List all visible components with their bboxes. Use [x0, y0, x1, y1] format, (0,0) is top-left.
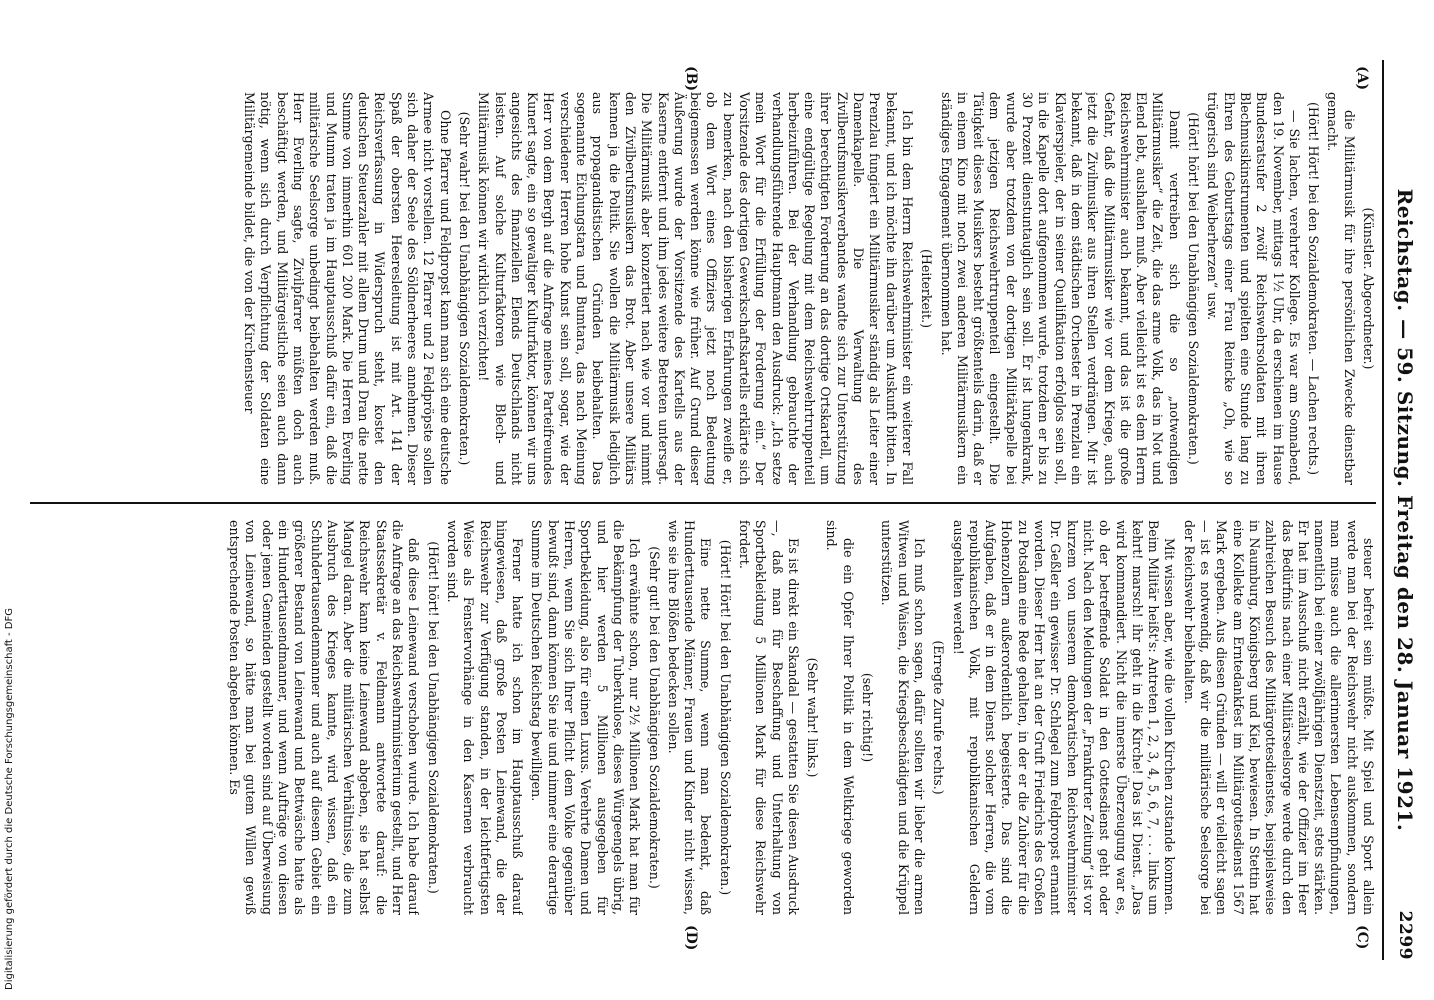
- paragraph: daß diese Leinewand verschoben wurde. Ich habe darauf die Anfrage an das Reichswehrministerium gestellt, und Herr Staatssekretär v. Feldmann antwortete darauf: die Reichswehr kann keine Leinewand abgeben, sie hat selbst Mangel daran. Aber die militärischen Verhältnisse, die zum Ausbruch des Krieges kannte, wird wissen, daß ein Schuhdertausendenmanner und auch auf diesem Gebiet ein größerer Bestand von Leinewand und Bettwäsche hatte als ein Hunderttausendmanner, und wenn Aufträge von diesen oder jenen Gemeinden gestellt worden sind auf Überweisung von Leinewand, so hätte man bei gutem Willen gewiß entsprechende Posten abgeben können. Es: [227, 520, 422, 915]
- paragraph: (sehr richtig!): [860, 672, 876, 763]
- paragraph: steuer befreit sein müßte. Mit Spiel und Sport allein werde man bei der Reichswehr nicht auskommen, sondern man müsse auch die allerinnersten Lebensempfindungen, namentlich bei einer zwölfjährigen Dienstzeit, stets stärken. Er hat im Ausschuß nicht erzählt, wie der Offizier im Heer das Bedürfnis nach einer Militärseelsorge werde durch den zahlreichen Besuch des Militärgottesdienstes, beispielsweise in Naumburg, Königsberg und Kiel, bewiesen. In Stettin hat eine Kollekte am Erntedankfest im Militärgottesdienst 1567 Mark ergeben. Aus diesen Gründen — will er vielleicht sagen — ist es notwendig, daß wir die militärische Seelsorge bei der Reichswehr beibehalten.: [1181, 520, 1376, 915]
- paragraph: Ferner hatte ich schon im Hauptausschuß darauf hingewiesen, daß große Posten Leinewand, die der Reichswehr zur Verfügung standen, in der leichtfertigsten Weise als Fenstervorhänge in den Kasernen verbraucht worden sind.: [444, 520, 526, 915]
- header-title: Reichstag. — 59. Sitzung. Freitag den 28. Januar 1921.: [1393, 188, 1417, 832]
- credit-strip: [0, 0, 22, 1000]
- paragraph: Ich bin dem Herrn Reichswehrminister ein weiterer Fall bekannt, und ich möchte ihn darüber um Auskunft bitten. In Prenzlau fungiert ein Militärmusiker ständig als Leiter einer Damenkapelle. Die Verwaltung des Zivilberufsmusikerverbandes wandte sich zur Unterstützung ihrer berechtigten Forderung an das dortige Ortskartell, um eine endgültige Regelung mit dem Reichswehrtruppenteil herbeizuführen. Bei der Verhandlung gebrauchte der verhandlungsführende Hauptmann den Ausdruck: „Ich setze mein Wort für die Erfüllung der Forderung ein.“ Der Vorsitzende des dortigen Gewerkschaftskartells erklärte sich zu bemerken, nach den bisherigen Erfahrungen zweifle er, ob dem Wort eines Offiziers jetzt noch Bedeutung beigemessen werden könne wie früher. Auf Grund dieser Äußerung wurde der Vorsitzende des Kartells aus der Kaserne entfernt und ihm jedes weitere Betreten untersagt. Die Militärmusik aber konzertiert nach wie vor und nimmt den Zivilberufsmusikern das Brot. Aber unsere Militärs kennen ja die Politik. Sie wollen die Militärmusik lediglich aus propagandistischen Gründen beibehalten. Das sogenannte Eichungstara und Bumtara, das nach Meinung verschiedener Herren hohe Kunst sein soll, sogar, wie der Herr von dem Bergh auf die Anfrage meines Parteifreundes Kunert sagte, ein so gewaltiger Kulturfaktor, können wir uns angesichts des finanziellen Elends Deutschlands nicht leisten. Auf solche Kulturfaktoren wie Blech- und Militärmusik können wir wirklich verzichten!: [476, 92, 915, 485]
- paragraph: (Hört! Hört! bei den Sozialdemokraten. — Lachen rechts.): [1306, 101, 1322, 476]
- header-page-number-right: 2299: [1395, 910, 1415, 960]
- credit-text: Digitalisierung gefördert durch die Deutsche Forschungsgemeinschaft - DFG: [4, 607, 15, 990]
- paragraph: Es ist direkt ein Skandal — gestatten Sie diesen Ausdruck —, daß man für Beschaffung und Unterhaltung von Sportbekleidung 5 Millionen Mark für diese Reichswehr fordert.: [737, 520, 801, 915]
- margin-marker-d: (D): [683, 925, 699, 951]
- margin-marker-b: (B): [683, 66, 699, 92]
- paragraph: (Sehr wahr! bei den Unabhängigen Sozialdemokraten.): [456, 111, 472, 466]
- left-text-column: [30, 92, 1376, 485]
- paragraph: Damit vertreiben sich die so „notwendigen Militärmusiker“ die Zeit, die das arme Volk, das in Not und Elend lebt, aushalten muß. Aber vielleicht ist es dem Herrn Reichswehrminister auch bekannt, und das ist die große Gefahr, daß die Militärmusiker wie vor dem Kriege, auch jetzt die Zivilmusiker aus ihren Stellen verdrängen. Mir ist bekannt, daß in dem städtischen Orchester in Prenzlau ein Klavierspieler, der in seiner Qualifikation erfolglos sein soll, in die Kapelle dort aufgenommen wurde, trotzdem er bis zu 30 Prozent dienstuntauglich sein soll. Er ist lungenkrank, wurde aber trotzdem von der dortigen Militärkapelle bei dem jetzigen Reichswehrtruppenteil eingestellt. Die Tätigkeit dieses Musikers besteht größtenteils darin, daß er in einem Kino mit noch zwei anderen Militärmusikern ein ständiges Engagement übernommen hat.: [938, 92, 1182, 485]
- margin-marker-c: (C): [1354, 925, 1370, 950]
- paragraph: (Künstler. Abgeordneter.): [1361, 207, 1376, 370]
- paragraph: Mit wissen aber, wie die vollen Kirchen zustande kommen. Beim Militär heißt's: Antreten 1, 2, 3, 4, 5, 6, 7, . . . links um kehrt! marsch! ihr geht in die Kirche! Das ist Dienst. „Das wird kommandiert. Nicht die innerste Überzeugung war es, ob der betreffende Soldat in den Gottesdienst geht oder nicht. Nach den Meldungen der „Frankfurter Zeitung“ ist vor kurzem von unserem demokratischen Reichswehrminister Dr. Geßler ein gewisser Dr. Schlegel zum Feldpropst ernannt worden. Dieser Herr hat an der Gruft Friedrichs des Großen zu Potsdam eine Rede gehalten, in der er die Zuhörer für die Hohenzollern außerordentlich begeisterte. Das sind die Aufgaben, daß er in dem Dienst solcher Herren, die vom republikanischen Volk, mit republikanischen Geldern ausgehalten werden!: [950, 520, 1178, 915]
- paragraph: (Hört! Hört! bei den Unabhängigen Sozialdemokraten.): [717, 539, 733, 896]
- page-header: [1386, 60, 1424, 960]
- paragraph: Ohne Pfarrer und Feldpropst kann man sich eine deutsche Armee nicht vorstellen. 12 Pfarrer und 2 Feldpröpste sollen sich daher der Seele des Söldnerheeres annehmen. Dieser Spaß der obersten Heeresleitung ist mit Art. 141 der Reichsverfassung in Widerspruch steht, kostet den deutschen Steuerzahler mit allem Drum und Dran die nette Summe von immerhin 601 200 Mark. Die Herren Everling und Mumm traten ja im Hauptausschuß dafür ein, daß die militärische Seelsorge unbedingt beibehalten werden muß. Herr Everling sagte, Zivilpfarrer müßten doch auch beschäftigt werden, und Militärgeistliche seien auch dann nötig, wenn sich durch Verpflichtung der Soldaten eine Militärgemeinde bildet, die von der Kirchensteuer: [242, 92, 453, 485]
- paragraph: (Hört! hört! bei den Unabhängigen Sozialdemokraten.): [425, 541, 441, 894]
- column-divider: [30, 502, 1376, 504]
- paragraph: Ich muß schon sagen, dafür sollten wir lieber die armen Witwen und Waisen, die Kriegsbeschädigten und die Krüppel unterstützen.: [879, 520, 927, 915]
- margin-marker-a: (A): [1354, 66, 1370, 91]
- header-rule: [1382, 60, 1384, 960]
- paragraph: Ich erwähnte schon, nur 2½ Millionen Mark hat man für die Bekämpfung der Tuberkulose, dieses Würgeengels übrig, und hier werden 5 Millionen ausgegeben für Sportbekleidung, also für einen Luxus. Verehrte Damen und Herren, wenn Sie sich Ihrer Pflicht dem Volke gegenüber bewußt sind, dann können Sie nie und nimmer eine derartige Summe im Deutschen Reichstag bewilligen.: [529, 520, 643, 915]
- paragraph: (Heiterkeit.): [919, 249, 935, 328]
- right-text-column: [30, 520, 1376, 915]
- paragraph: die ein Opfer Ihrer Politik in dem Weltkriege geworden sind.: [824, 520, 856, 915]
- paragraph: die Militärmusik für ihre persönlichen Zwecke dienstbar gemacht.: [1325, 92, 1357, 485]
- paragraph: (Sehr gut! bei den Unabhängigen Sozialdemokraten.): [646, 546, 662, 889]
- paragraph: — Sie lachen, verehrter Kollege. Es war am Sonnabend, den 19. November, mittags 1½ Uhr, da erschienen im Hause Bundesratsufer 2 zwölf Reichswehrsoldaten mit ihren Blechmusikinstrumenten und spielten eine Stunde lang zu Ehren des Geburtstags einer Frau Reincke „Oh, wie so trügerisch sind Weiberherzen“ usw.: [1205, 92, 1302, 485]
- paragraph: (Hört! hört! bei den Unabhängigen Sozialdemokraten.): [1186, 112, 1202, 465]
- paragraph: Eine nette Summe, wenn man bedenkt, daß Hunderttausende Männer, Frauen und Kinder nicht wissen, wie sie ihre Blößen bedecken sollen.: [665, 520, 714, 915]
- paragraph: (Sehr wahr! links.): [805, 657, 821, 778]
- paragraph: (Erregte Zurufe rechts.): [931, 640, 947, 795]
